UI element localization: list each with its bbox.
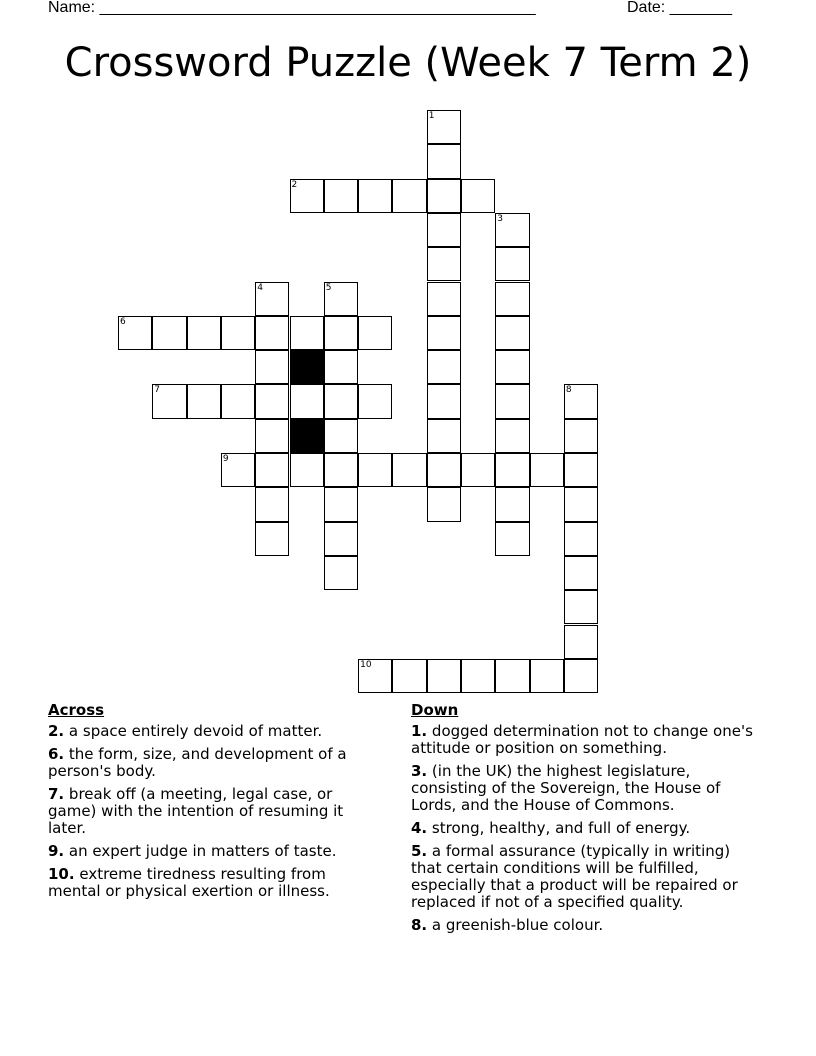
- grid-cell[interactable]: [564, 659, 598, 693]
- grid-cell[interactable]: [255, 453, 289, 487]
- page-title: Crossword Puzzle (Week 7 Term 2): [64, 40, 752, 86]
- grid-cell[interactable]: [187, 384, 221, 418]
- grid-cell[interactable]: [324, 316, 358, 350]
- grid-cell[interactable]: [358, 659, 392, 693]
- grid-cell[interactable]: [427, 316, 461, 350]
- across-clues: [48, 702, 378, 906]
- grid-cell[interactable]: [324, 522, 358, 556]
- grid-cell[interactable]: [461, 453, 495, 487]
- grid-cell[interactable]: [530, 453, 564, 487]
- grid-cell[interactable]: [324, 384, 358, 418]
- clue-across-10: 10. extreme tiredness resulting from mental or physical exertion or illness.: [48, 865, 330, 900]
- down-clues: [411, 702, 761, 940]
- grid-cell[interactable]: [392, 179, 426, 213]
- clue-number: 4: [257, 282, 263, 293]
- clue-number: 8: [565, 385, 572, 396]
- grid-cell[interactable]: [427, 144, 461, 178]
- grid-cell[interactable]: [495, 487, 529, 521]
- grid-cell[interactable]: [118, 316, 152, 350]
- clue-down-4: 4. strong, healthy, and full of energy.: [411, 819, 691, 837]
- grid-cell[interactable]: [427, 247, 461, 281]
- grid-cell[interactable]: [255, 316, 289, 350]
- black-cell: [290, 419, 324, 453]
- grid-cell[interactable]: [564, 453, 598, 487]
- clue-across-7: 7. break off (a meeting, legal case, or game) with the intention of resuming it later.: [48, 785, 344, 837]
- grid-cell[interactable]: [427, 179, 461, 213]
- clue-number: 5: [325, 282, 332, 293]
- grid-cell[interactable]: [324, 556, 358, 590]
- grid-cell[interactable]: [358, 453, 392, 487]
- grid-cell[interactable]: [324, 179, 358, 213]
- grid-cell[interactable]: [564, 625, 598, 659]
- grid-cell[interactable]: [290, 316, 324, 350]
- grid-cell[interactable]: [495, 419, 529, 453]
- grid-cell[interactable]: [564, 522, 598, 556]
- grid-cell[interactable]: [427, 282, 461, 316]
- grid-cell[interactable]: [324, 350, 358, 384]
- grid-cell[interactable]: [495, 247, 529, 281]
- grid-cell[interactable]: [358, 316, 392, 350]
- grid-cell[interactable]: [427, 487, 461, 521]
- grid-cell[interactable]: [221, 316, 255, 350]
- clue-across-6: 6. the form, size, and development of a person's body.: [48, 745, 347, 780]
- grid-cell[interactable]: [427, 350, 461, 384]
- grid-cell[interactable]: [392, 453, 426, 487]
- grid-cell[interactable]: [427, 213, 461, 247]
- grid-cell[interactable]: [324, 487, 358, 521]
- grid-cell[interactable]: [187, 316, 221, 350]
- grid-cell[interactable]: [564, 590, 598, 624]
- grid-cell[interactable]: [495, 213, 529, 247]
- black-cell: [290, 350, 324, 384]
- down-heading: Down: [411, 701, 459, 719]
- clue-down-5: 5. a formal assurance (typically in writing) that certain conditions will be fulfilled, especially that a product will be repaired or replaced if not of a specified quality.: [411, 842, 738, 911]
- clue-down-1: 1. dogged determination not to change one's attitude or position on something.: [411, 722, 753, 757]
- clue-across-9: 9. an expert judge in matters of taste.: [48, 842, 337, 860]
- grid-cell[interactable]: [427, 419, 461, 453]
- clue-number: 7: [154, 385, 161, 396]
- grid-cell[interactable]: [530, 659, 564, 693]
- grid-cell[interactable]: [255, 487, 289, 521]
- clue-number: 9: [222, 454, 229, 464]
- grid-cell[interactable]: [495, 350, 529, 384]
- grid-cell[interactable]: [461, 659, 495, 693]
- grid-cell[interactable]: [152, 316, 186, 350]
- grid-cell[interactable]: [461, 179, 495, 213]
- grid-cell[interactable]: [495, 384, 529, 418]
- grid-cell[interactable]: [495, 659, 529, 693]
- grid-cell[interactable]: [255, 282, 289, 316]
- grid-cell[interactable]: [358, 179, 392, 213]
- name-field[interactable]: Name: _________________________________________________: [48, 0, 536, 16]
- across-heading: Across: [48, 701, 105, 719]
- clue-down-8: 8. a greenish-blue colour.: [411, 916, 604, 934]
- grid-cell[interactable]: [255, 522, 289, 556]
- clue-number: 10: [360, 659, 372, 670]
- clue-number: 6: [120, 316, 126, 327]
- clue-number: 1: [428, 111, 435, 121]
- grid-cell[interactable]: [358, 384, 392, 418]
- grid-cell[interactable]: [221, 384, 255, 418]
- grid-cell[interactable]: [427, 110, 461, 144]
- grid-cell[interactable]: [152, 384, 186, 418]
- grid-cell[interactable]: [564, 384, 598, 418]
- grid-cell[interactable]: [495, 522, 529, 556]
- clue-number: 2: [291, 179, 298, 190]
- grid-cell[interactable]: [495, 453, 529, 487]
- clue-down-3: 3. (in the UK) the highest legislature, consisting of the Sovereign, the House of Lords, and the House of Commons.: [411, 762, 721, 814]
- grid-cell[interactable]: [290, 179, 324, 213]
- grid-cell[interactable]: [564, 556, 598, 590]
- date-field[interactable]: Date: _______: [627, 0, 732, 16]
- grid-cell[interactable]: [221, 453, 255, 487]
- grid-cell[interactable]: [495, 316, 529, 350]
- grid-cell[interactable]: [495, 282, 529, 316]
- grid-cell[interactable]: [255, 419, 289, 453]
- grid-cell[interactable]: [392, 659, 426, 693]
- clue-number: 3: [497, 213, 504, 224]
- grid-cell[interactable]: [290, 384, 324, 418]
- grid-cell[interactable]: [255, 350, 289, 384]
- grid-cell[interactable]: [427, 453, 461, 487]
- grid-cell[interactable]: [290, 453, 324, 487]
- grid-cell[interactable]: [324, 419, 358, 453]
- grid-cell[interactable]: [427, 659, 461, 693]
- grid-cell[interactable]: [564, 487, 598, 521]
- clue-across-2: 2. a space entirely devoid of matter.: [48, 722, 323, 740]
- grid-cell[interactable]: [324, 453, 358, 487]
- grid-cell[interactable]: [324, 282, 358, 316]
- grid-cell[interactable]: [564, 419, 598, 453]
- grid-cell[interactable]: [427, 384, 461, 418]
- grid-cell[interactable]: [255, 384, 289, 418]
